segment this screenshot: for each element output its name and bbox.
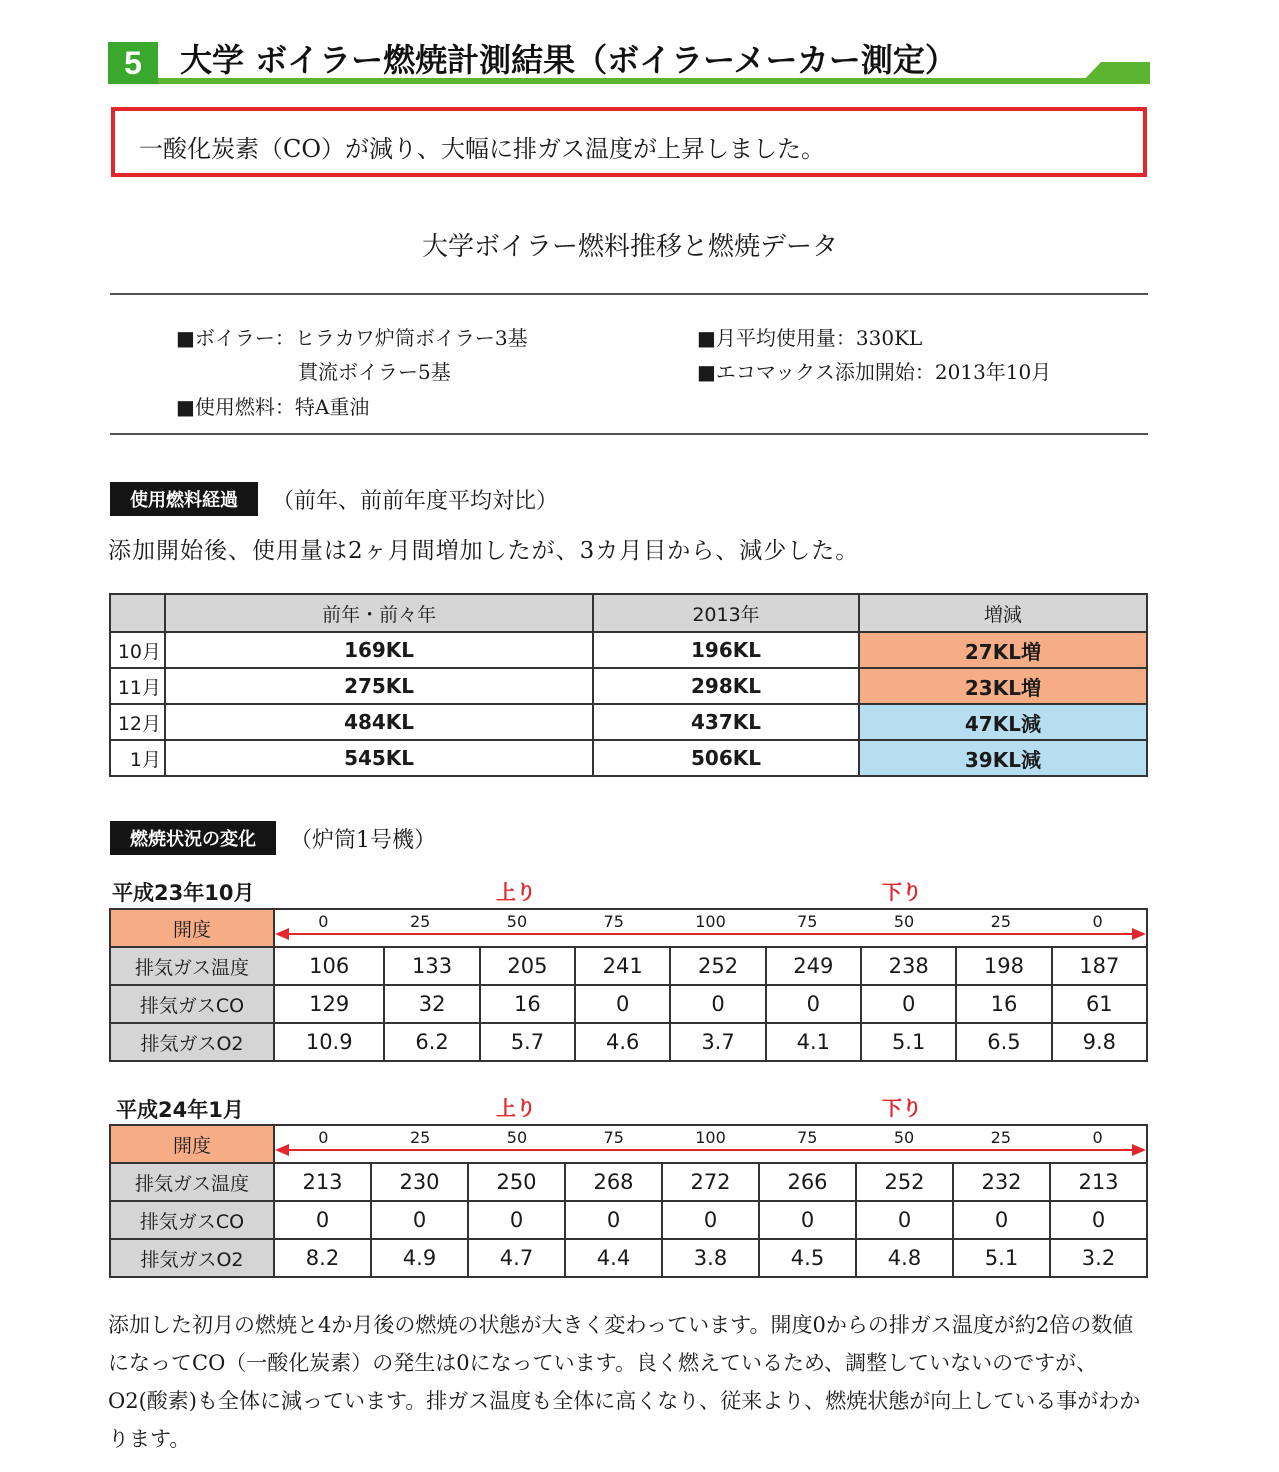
table-row	[110, 704, 1147, 740]
prev-cell: 545KL	[165, 740, 593, 776]
period-label: 平成24年1月	[116, 1098, 244, 1122]
opening-value: 100	[695, 1128, 726, 1147]
section-note: （炉筒1号機）	[290, 827, 436, 853]
opening-value: 75	[603, 912, 624, 931]
period-label: 平成23年10月	[112, 881, 255, 905]
value-cell: 0	[766, 985, 861, 1023]
section-header	[108, 38, 1150, 86]
opening-value: 75	[797, 912, 818, 931]
opening-value: 0	[318, 912, 329, 931]
arrow-left-icon	[275, 928, 289, 940]
current-cell: 437KL	[593, 704, 859, 740]
section-tag: 燃焼状況の変化	[110, 821, 276, 855]
column-header: 増減	[859, 594, 1147, 632]
value-cell: 6.5	[956, 1023, 1051, 1061]
value-cell: 61	[1052, 985, 1147, 1023]
fuel-section-heading	[110, 482, 558, 516]
arrow-right-icon	[1132, 1144, 1146, 1156]
page-title: 大学 ボイラー燃焼計測結果（ボイラーメーカー測定）	[180, 41, 957, 79]
value-cell: 4.4	[565, 1239, 662, 1277]
divider	[110, 293, 1148, 295]
table-row	[110, 1023, 1147, 1061]
spec-monthly-average: ■月平均使用量：330KL	[697, 326, 923, 350]
arrow-right-icon	[1132, 928, 1146, 940]
value-cell: 3.8	[662, 1239, 759, 1277]
opening-value: 0	[318, 1128, 329, 1147]
opening-value: 50	[506, 1128, 528, 1147]
column-header: 2013年	[593, 594, 859, 632]
change-cell: 27KL増	[859, 632, 1147, 668]
value-cell: 5.1	[861, 1023, 956, 1061]
row-label: 排気ガス温度	[110, 947, 274, 985]
opening-value: 0	[1092, 912, 1103, 931]
value-cell: 0	[861, 985, 956, 1023]
value-cell: 0	[371, 1201, 468, 1239]
value-cell: 10.9	[274, 1023, 384, 1061]
section-note: （前年、前前年度平均対比）	[272, 488, 559, 514]
opening-label: 開度	[110, 909, 274, 947]
value-cell: 268	[565, 1163, 662, 1201]
value-cell: 5.1	[953, 1239, 1050, 1277]
direction-arrow-line	[279, 933, 1142, 935]
combustion-table-2011-10	[109, 908, 1148, 1062]
opening-value: 25	[409, 1128, 431, 1147]
change-cell: 39KL減	[859, 740, 1147, 776]
combustion-section-heading	[110, 821, 436, 855]
month-cell: 1月	[110, 740, 165, 776]
value-cell: 0	[953, 1201, 1050, 1239]
opening-value: 75	[797, 1128, 818, 1147]
value-cell: 232	[953, 1163, 1050, 1201]
arrow-left-icon	[275, 1144, 289, 1156]
month-cell: 11月	[110, 668, 165, 704]
opening-value: 50	[506, 912, 528, 931]
opening-label: 開度	[110, 1125, 274, 1163]
value-cell: 238	[861, 947, 956, 985]
value-cell: 4.6	[575, 1023, 670, 1061]
opening-value: 0	[1092, 1128, 1103, 1147]
opening-value: 75	[603, 1128, 624, 1147]
opening-value: 100	[695, 912, 726, 931]
prev-cell: 275KL	[165, 668, 593, 704]
value-cell: 272	[662, 1163, 759, 1201]
value-cell: 0	[565, 1201, 662, 1239]
column-header	[110, 594, 165, 632]
spec-boiler: ■ボイラー：ヒラカワ炉筒ボイラー3基	[176, 326, 528, 350]
value-cell: 213	[274, 1163, 371, 1201]
value-cell: 0	[759, 1201, 856, 1239]
direction-arrow-line	[279, 1149, 1142, 1151]
up-direction-label: 上り	[496, 1096, 536, 1120]
value-cell: 4.5	[759, 1239, 856, 1277]
opening-value: 50	[893, 1128, 915, 1147]
table-row	[110, 1201, 1147, 1239]
row-label: 排気ガスCO	[110, 985, 274, 1023]
table-row	[110, 1239, 1147, 1277]
value-cell: 266	[759, 1163, 856, 1201]
table-row	[110, 1163, 1147, 1201]
value-cell: 32	[384, 985, 479, 1023]
section-tag: 使用燃料経過	[110, 482, 258, 516]
data-subtitle: 大学ボイラー燃料推移と燃焼データ	[421, 232, 838, 262]
opening-axis	[274, 909, 1147, 947]
opening-value: 25	[990, 912, 1012, 931]
table-row	[110, 668, 1147, 704]
value-cell: 249	[766, 947, 861, 985]
down-direction-label: 下り	[882, 1096, 922, 1120]
row-label: 排気ガスCO	[110, 1201, 274, 1239]
value-cell: 241	[575, 947, 670, 985]
column-header: 前年・前々年	[165, 594, 593, 632]
value-cell: 4.9	[371, 1239, 468, 1277]
prev-cell: 484KL	[165, 704, 593, 740]
value-cell: 106	[274, 947, 384, 985]
value-cell: 4.1	[766, 1023, 861, 1061]
value-cell: 8.2	[274, 1239, 371, 1277]
value-cell: 3.7	[670, 1023, 765, 1061]
value-cell: 5.7	[480, 1023, 575, 1061]
value-cell: 0	[856, 1201, 953, 1239]
value-cell: 9.8	[1052, 1023, 1147, 1061]
summary-callout	[111, 107, 1147, 177]
value-cell: 187	[1052, 947, 1147, 985]
value-cell: 250	[468, 1163, 565, 1201]
value-cell: 0	[468, 1201, 565, 1239]
opening-axis	[274, 1125, 1147, 1163]
value-cell: 0	[1050, 1201, 1147, 1239]
fuel-lead-text: 添加開始後、使用量は2ヶ月間増加したが、3カ月目から、減少した。	[108, 538, 860, 564]
month-cell: 10月	[110, 632, 165, 668]
current-cell: 506KL	[593, 740, 859, 776]
spec-fuel: ■使用燃料：特A重油	[176, 395, 370, 419]
change-cell: 47KL減	[859, 704, 1147, 740]
value-cell: 198	[956, 947, 1051, 985]
value-cell: 0	[662, 1201, 759, 1239]
divider	[110, 433, 1148, 435]
row-label: 排気ガスO2	[110, 1023, 274, 1061]
value-cell: 0	[670, 985, 765, 1023]
callout-text: 一酸化炭素（CO）が減り、大幅に排ガス温度が上昇しました。	[139, 135, 826, 163]
current-cell: 298KL	[593, 668, 859, 704]
spec-boiler-2: 貫流ボイラー5基	[298, 360, 451, 384]
value-cell: 4.8	[856, 1239, 953, 1277]
value-cell: 133	[384, 947, 479, 985]
value-cell: 16	[480, 985, 575, 1023]
opening-value: 25	[990, 1128, 1012, 1147]
opening-value: 50	[893, 912, 915, 931]
value-cell: 0	[274, 1201, 371, 1239]
value-cell: 16	[956, 985, 1051, 1023]
down-direction-label: 下り	[882, 880, 922, 904]
value-cell: 129	[274, 985, 384, 1023]
section-number: 5	[108, 42, 158, 84]
value-cell: 252	[670, 947, 765, 985]
fuel-usage-table	[109, 593, 1148, 777]
prev-cell: 169KL	[165, 632, 593, 668]
header-accent-tab	[1080, 62, 1150, 84]
value-cell: 3.2	[1050, 1239, 1147, 1277]
table-row	[110, 985, 1147, 1023]
table-row	[110, 740, 1147, 776]
value-cell: 213	[1050, 1163, 1147, 1201]
value-cell: 0	[575, 985, 670, 1023]
value-cell: 230	[371, 1163, 468, 1201]
month-cell: 12月	[110, 704, 165, 740]
value-cell: 6.2	[384, 1023, 479, 1061]
change-cell: 23KL増	[859, 668, 1147, 704]
value-cell: 205	[480, 947, 575, 985]
opening-value: 25	[409, 912, 431, 931]
table-row	[110, 947, 1147, 985]
opening-row	[110, 909, 1147, 947]
opening-row	[110, 1125, 1147, 1163]
table-header-row	[110, 594, 1147, 632]
up-direction-label: 上り	[496, 880, 536, 904]
table-row	[110, 632, 1147, 668]
row-label: 排気ガスO2	[110, 1239, 274, 1277]
spec-ecomax-start: ■エコマックス添加開始：2013年10月	[697, 360, 1052, 384]
closing-paragraph: 添加した初月の燃焼と4か月後の燃焼の状態が大きく変わっています。開度0からの排ガス温度が約2倍の数値になってCO（一酸化炭素）の発生は0になっています。良く燃えているため、調整していないのですが、O2(酸素)も全体に減っています。排ガス温度も全体に高くなり、従来より、燃焼状態が向上している事がわかります。	[108, 1313, 1141, 1451]
combustion-table-2012-01	[109, 1124, 1148, 1278]
row-label: 排気ガス温度	[110, 1163, 274, 1201]
value-cell: 4.7	[468, 1239, 565, 1277]
value-cell: 252	[856, 1163, 953, 1201]
current-cell: 196KL	[593, 632, 859, 668]
